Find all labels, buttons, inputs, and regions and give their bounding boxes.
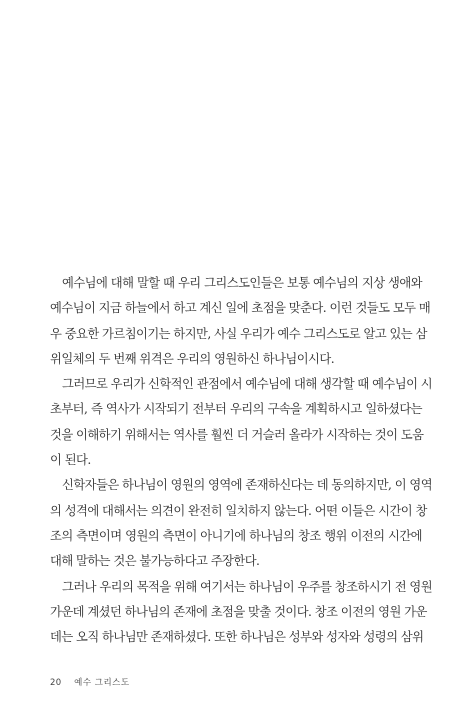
running-title: 예수 그리스도 (74, 678, 130, 688)
page-number: 20 (50, 678, 62, 688)
text-line: 이 된다. (50, 453, 91, 468)
body-text (50, 271, 433, 650)
text-line: 그러므로 우리가 신학적인 관점에서 예수님에 대해 생각할 때 예수님이 시 (62, 377, 433, 392)
text-line: 예수님이 지금 하늘에서 하고 계신 일에 초점을 맞춘다. 이런 것들도 모두 매 (50, 301, 431, 316)
text-line: 위일체의 두 번째 위격은 우리의 영원하신 하나님이시다. (50, 351, 335, 366)
text-line: 그러나 우리의 목적을 위해 여기서는 하나님이 우주를 창조하시기 전 영원 (62, 579, 433, 594)
text-line: 조의 측면이며 영원의 측면이 아니기에 하나님의 창조 행위 이전의 시간에 (50, 528, 422, 543)
text-line: 데는 오직 하나님만 존재하셨다. 또한 하나님은 성부와 성자와 성령의 삼위 (50, 630, 424, 645)
text-line: 대해 말하는 것은 불가능하다고 주장한다. (50, 554, 260, 569)
text-line: 것을 이해하기 위해서는 역사를 훨씬 더 거슬러 올라가 시작하는 것이 도움 (50, 427, 424, 442)
text-line: 예수님에 대해 말할 때 우리 그리스도인들은 보통 예수님의 지상 생애와 (62, 276, 422, 290)
text-line: 우 중요한 가르침이기는 하지만, 사실 우리가 예수 그리스도로 알고 있는 삼 (50, 326, 427, 341)
page-footer (50, 676, 130, 690)
text-line: 신학자들은 하나님이 영원의 영역에 존재하신다는 데 동의하지만, 이 영역 (62, 478, 433, 493)
text-line: 가운데 계셨던 하나님의 존재에 초점을 맞출 것이다. 창조 이전의 영원 가운 (50, 604, 427, 619)
text-line: 의 성격에 대해서는 의견이 완전히 일치하지 않는다. 어떤 이들은 시간이 창 (50, 503, 427, 518)
text-line: 초부터, 즉 역사가 시작되기 전부터 우리의 구속을 계획하시고 일하셨다는 (50, 402, 422, 417)
